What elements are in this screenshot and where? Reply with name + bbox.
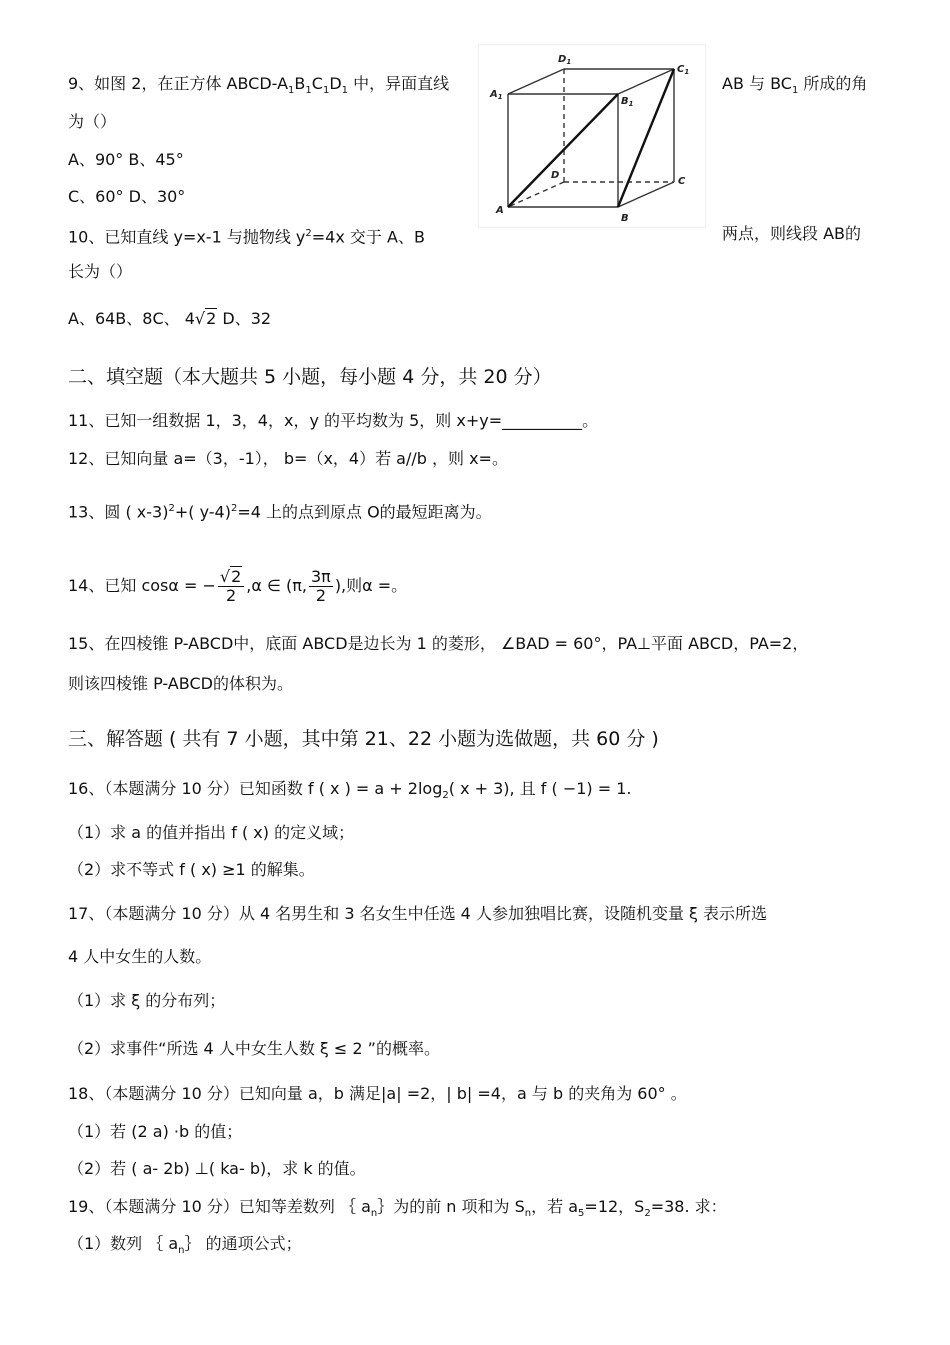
q9-options-1: A、90° B、45° [68,150,184,169]
q17-line1: 17、（本题满分 10 分）从 4 名男生和 3 名女生中任选 4 人参加独唱比赛，设随机变量 ξ 表示所选 [68,904,768,923]
q9-text: B [294,74,306,93]
label-a1: $A_1$ [490,89,503,101]
label-b1: $B_1$ [621,96,634,108]
q9-sub: 1 [322,85,330,97]
q14 [68,568,407,605]
q16-part2: （2）求不等式 f ( x) ≥1 的解集。 [68,860,315,879]
q13-sup: 2 [230,503,238,514]
q10-text: 10、已知直线 y=x-1 与抛物线 y [68,227,306,247]
q16 [68,778,632,807]
q19-part1-sub: n [178,1245,185,1257]
q9-right-sub: 1 [791,85,799,97]
q18-part1: （1）若 (2 a) ·b 的值； [68,1122,243,1141]
q15-line1: 15、在四棱锥 P-ABCD中，底面 ABCD是边长为 1 的菱形， ∠BAD = 60°，PA⊥平面 ABCD，PA=2， [68,634,809,653]
q19-sub: 2 [644,1208,651,1220]
q9-sub: 1 [305,85,312,97]
q14-fraction-1: $\frac{√2}{2}$ [218,568,244,605]
label-d1: $D_1$ [558,54,572,66]
q10-text2: =4x 交于 A、B [311,227,425,247]
label-d: D [551,170,560,181]
q10-radicand: 2 [206,309,217,328]
q15-line2: 则该四棱锥 P-ABCD的体积为。 [68,674,293,693]
q19-text: =38. 求： [650,1197,727,1216]
label-c: C [678,176,686,187]
q9-line1-right [722,73,867,102]
q10-line1-right: 两点，则线段 AB的 [722,224,862,243]
q19 [68,1196,727,1225]
q10-options-tail: D、32 [217,309,272,328]
q14-alpha: α [168,576,179,595]
q13-text: 13、圆 ( x-3) [68,502,169,522]
q9-text: C [311,74,323,93]
q14-mid: ,α ∈ (π, [246,576,307,595]
q10-radical-coef: 4 [184,309,195,328]
q19-sub: n [524,1208,532,1220]
q16-part1: （1）求 a 的值并指出 f ( x) 的定义域； [68,823,355,842]
label-c1: $C_1$ [677,64,690,76]
q13-sup: 2 [168,503,175,514]
q14-eq: = − [178,576,216,595]
cube-figure [478,44,706,228]
q13 [68,498,492,523]
q9-sub: 1 [341,85,349,97]
section3-heading: 三、解答题 ( 共有 7 小题，其中第 21、22 小题为选做题，共 60 分 ) [68,728,659,750]
q14-fraction-2: $\frac{3\pi}{2}$ [311,567,331,605]
q9-text: D [329,74,342,93]
q9-line2: 为（） [68,112,117,131]
q18-line1: 18、（本题满分 10 分）已知向量 a，b 满足|a| =2，| b| =4，a 与 b 的夹角为 60° 。 [68,1084,687,1103]
q19-text: =12，S [584,1197,645,1216]
label-b: B [621,213,629,224]
q16-text: 16、（本题满分 10 分）已知函数 f ( x ) = a + 2log [68,779,443,798]
q19-part1-tail: ｝ 的通项公式； [184,1234,302,1253]
q9-line1 [68,73,449,102]
q13-text: =4 上的点到原点 O的最短距离为。 [237,502,492,522]
q10-options: A、64B、8C、 4√2 D、32 [68,309,272,328]
q16-sub: 2 [442,790,449,802]
q10-options-text: A、64B、8C、 [68,309,180,328]
q9-right-text: AB 与 BC [722,74,792,93]
q12: 12、已知向量 a=（3，-1）， b=（x，4）若 a//b ，则 x=。 [68,449,508,468]
q10-line2: 长为（） [68,262,133,281]
section2-heading: 二、填空题（本大题共 5 小题，每小题 4 分，共 20 分） [68,366,552,388]
q17-part2: （2）求事件“所选 4 人中女生人数 ξ ≤ 2 ”的概率。 [68,1039,440,1058]
q10-sup: 2 [305,228,312,239]
q9-options-2: C、60° D、30° [68,187,186,206]
q19-part1-text: （1）数列 ｛ a [68,1234,179,1253]
q10-line1 [68,223,425,248]
q16-text: ( x + 3), 且 f ( −1) = 1. [448,779,632,798]
q17-line2: 4 人中女生的人数。 [68,947,212,966]
q19-text: ，若 a [531,1197,579,1216]
q19-part1 [68,1233,302,1262]
q9-text: 9、如图 2，在正方体 ABCD-A [68,74,289,93]
q18-part2: （2）若 ( a- 2b) ⊥( ka- b)，求 k 的值。 [68,1159,366,1178]
q14-tail: ),则α =。 [334,576,408,595]
label-a: A [496,205,504,216]
q9-sub: 1 [288,85,295,97]
q17-part1: （1）求 ξ 的分布列； [68,991,226,1010]
q13-text: +( y-4) [174,502,231,522]
q9-text: 中，异面直线 [348,74,450,93]
q19-text: ｝为的前 n 项和为 S [377,1197,525,1216]
q19-text: 19、（本题满分 10 分）已知等差数列 ｛ a [68,1197,371,1216]
q19-sub: n [370,1208,378,1220]
q9-right-tail: 所成的角 [798,74,868,93]
q14-text: 14、已知 cos [68,576,169,595]
q19-sub: 5 [578,1208,585,1220]
q11: 11、已知一组数据 1，3，4，x，y 的平均数为 5，则 x+y=__________。 [68,411,599,430]
